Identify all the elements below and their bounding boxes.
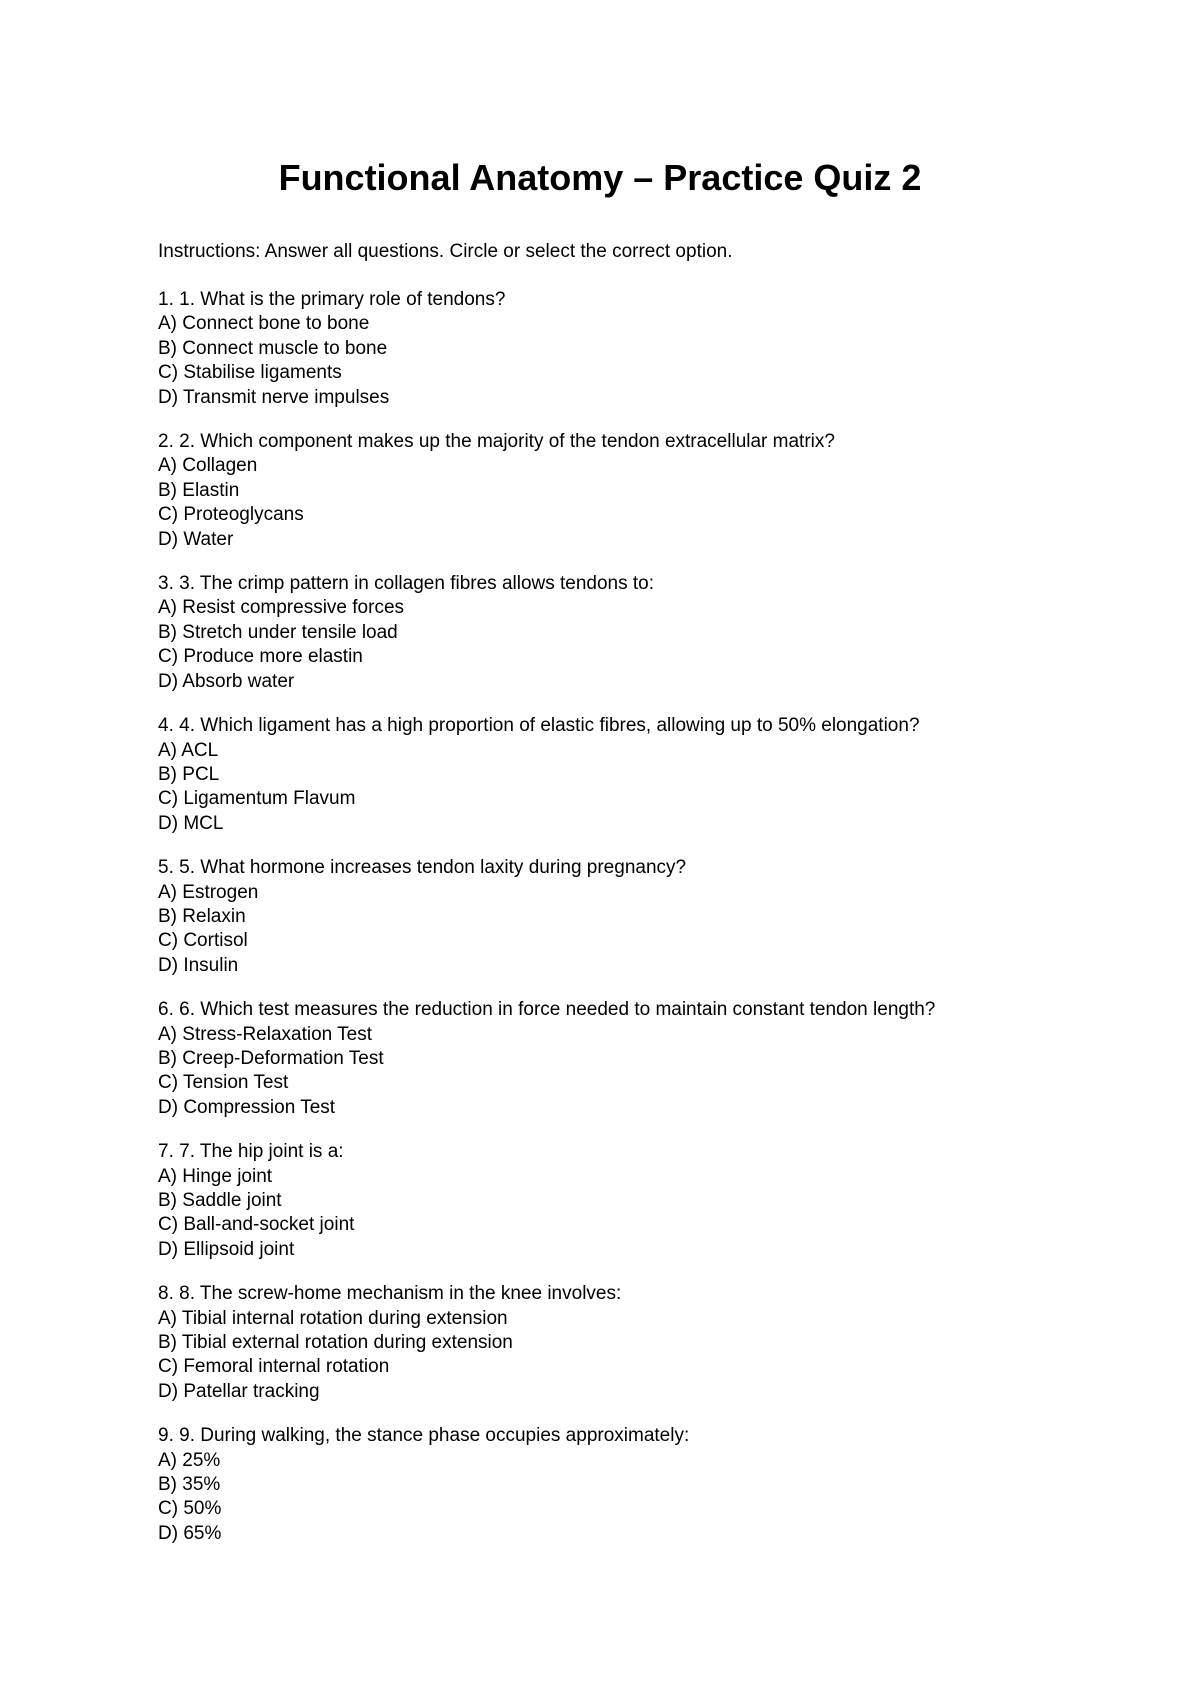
answer-option[interactable]: A) Resist compressive forces xyxy=(158,597,405,619)
answer-option[interactable]: B) Relaxin xyxy=(158,905,246,927)
answer-option[interactable]: C) Ligamentum Flavum xyxy=(158,788,356,810)
page-title: Functional Anatomy – Practice Quiz 2 xyxy=(278,157,922,198)
answer-option[interactable]: C) Proteoglycans xyxy=(158,504,304,526)
answer-option[interactable]: D) Absorb water xyxy=(158,670,295,692)
answer-option[interactable]: A) Stress-Relaxation Test xyxy=(158,1023,373,1045)
option-list xyxy=(158,881,1058,979)
answer-option[interactable]: A) Collagen xyxy=(158,455,258,477)
answer-option[interactable]: D) Insulin xyxy=(158,954,239,976)
option-list xyxy=(158,739,1058,837)
answer-option[interactable]: C) Stabilise ligaments xyxy=(158,362,342,384)
answer-option[interactable]: B) Tibial external rotation during extension xyxy=(158,1332,513,1354)
answer-option[interactable]: A) Connect bone to bone xyxy=(158,313,370,335)
answer-option[interactable]: A) Estrogen xyxy=(158,881,259,903)
question-item xyxy=(158,572,1058,694)
answer-option[interactable]: C) Ball-and-socket joint xyxy=(158,1214,355,1236)
question-item xyxy=(158,998,1058,1120)
answer-option[interactable]: D) Ellipsoid joint xyxy=(158,1238,295,1260)
answer-option[interactable]: B) Connect muscle to bone xyxy=(158,337,388,359)
question-item xyxy=(158,856,1058,978)
answer-option[interactable]: A) ACL xyxy=(158,739,219,761)
answer-option[interactable]: B) 35% xyxy=(158,1474,221,1496)
answer-option[interactable]: D) Patellar tracking xyxy=(158,1380,320,1402)
option-list xyxy=(158,1165,1058,1263)
answer-option[interactable]: B) Saddle joint xyxy=(158,1190,282,1211)
answer-option[interactable]: A) Hinge joint xyxy=(158,1165,273,1187)
answer-option[interactable]: C) Tension Test xyxy=(158,1072,289,1094)
question-text: 9. 9. During walking, the stance phase occupies approximately: xyxy=(158,1425,690,1447)
answer-option[interactable]: D) Water xyxy=(158,528,234,550)
question-item xyxy=(158,1140,1058,1262)
question-text: 5. 5. What hormone increases tendon laxity during pregnancy? xyxy=(158,857,687,879)
question-item xyxy=(158,430,1058,552)
option-list xyxy=(158,312,1058,410)
answer-option[interactable]: D) Compression Test xyxy=(158,1096,336,1118)
answer-option[interactable]: A) Tibial internal rotation during extension xyxy=(158,1307,508,1329)
answer-option[interactable]: D) MCL xyxy=(158,812,224,834)
question-item xyxy=(158,1282,1058,1404)
question-text: 6. 6. Which test measures the reduction in force needed to maintain constant tendon length? xyxy=(158,999,936,1021)
question-text: 8. 8. The screw-home mechanism in the knee involves: xyxy=(158,1283,622,1305)
question-text: 7. 7. The hip joint is a: xyxy=(158,1141,344,1163)
answer-option[interactable]: B) PCL xyxy=(158,763,220,785)
answer-option[interactable]: D) Transmit nerve impulses xyxy=(158,386,390,408)
option-list xyxy=(158,1023,1058,1121)
question-item xyxy=(158,288,1058,410)
question-text: 1. 1. What is the primary role of tendons? xyxy=(158,289,506,310)
option-list xyxy=(158,596,1058,694)
option-list xyxy=(158,1449,1058,1547)
option-list xyxy=(158,454,1058,552)
question-text: 3. 3. The crimp pattern in collagen fibres allows tendons to: xyxy=(158,573,655,595)
answer-option[interactable]: C) Cortisol xyxy=(158,930,248,952)
answer-option[interactable]: C) Femoral internal rotation xyxy=(158,1356,390,1378)
question-item xyxy=(158,714,1058,836)
option-list xyxy=(158,1307,1058,1405)
answer-option[interactable]: A) 25% xyxy=(158,1449,221,1471)
answer-option[interactable]: C) Produce more elastin xyxy=(158,646,363,668)
question-text: 4. 4. Which ligament has a high proportion of elastic fibres, allowing up to 50% elongation? xyxy=(158,715,920,737)
instructions-text: Instructions: Answer all questions. Circle or select the correct option. xyxy=(158,241,733,262)
question-item xyxy=(158,1424,1058,1546)
answer-option[interactable]: D) 65% xyxy=(158,1522,222,1544)
answer-option[interactable]: C) 50% xyxy=(158,1498,222,1520)
answer-option[interactable]: B) Creep-Deformation Test xyxy=(158,1047,384,1069)
question-list xyxy=(158,288,1058,1566)
question-text: 2. 2. Which component makes up the majority of the tendon extracellular matrix? xyxy=(158,431,835,453)
answer-option[interactable]: B) Stretch under tensile load xyxy=(158,621,398,643)
answer-option[interactable]: B) Elastin xyxy=(158,479,240,501)
